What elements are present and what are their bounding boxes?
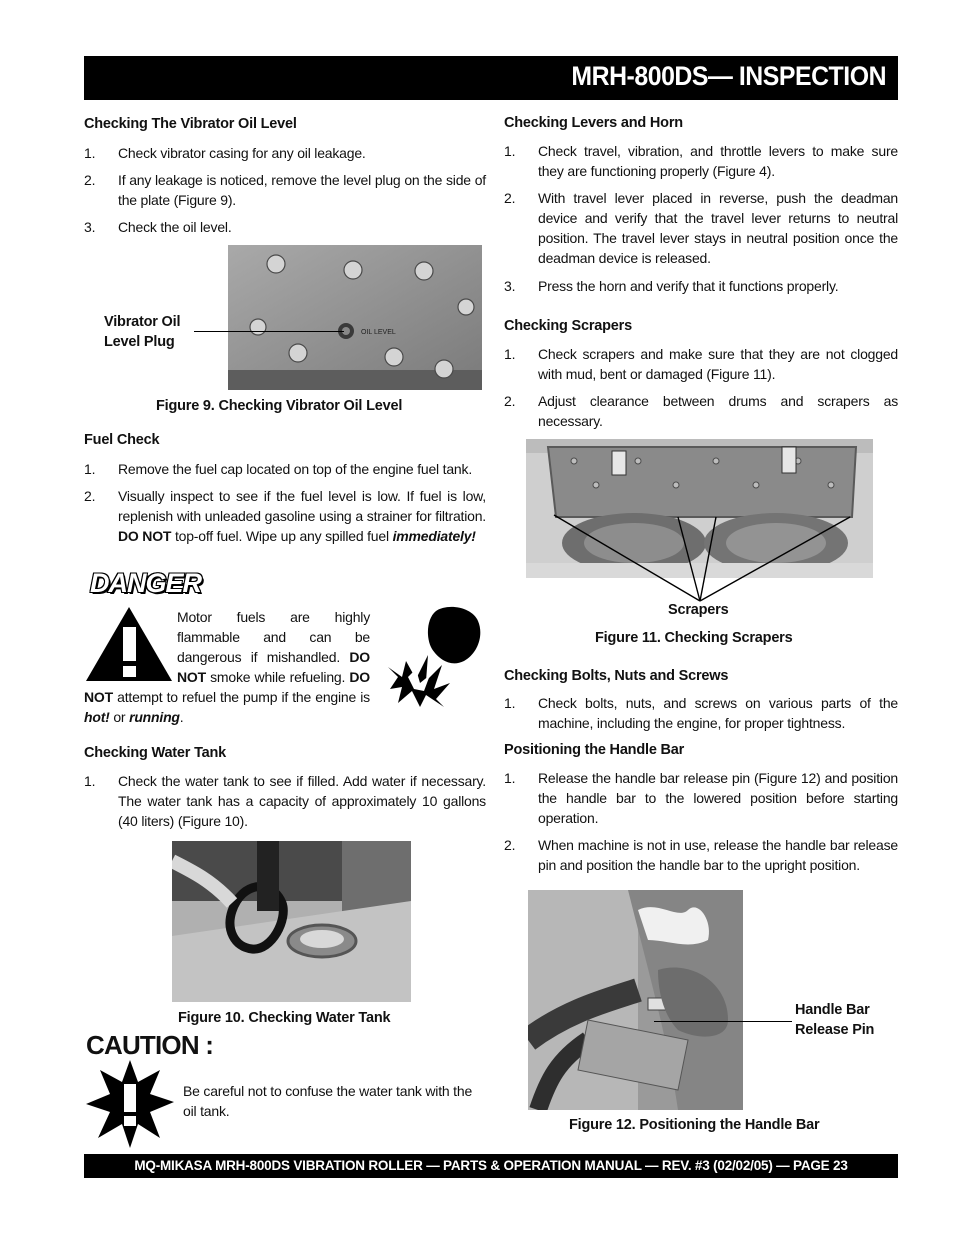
figure-10-photo [172,841,411,1002]
italic-run: immediately! [392,528,476,544]
page-footer: MQ-MIKASA MRH-800DS VIBRATION ROLLER — PARTS & OPERATION MANUAL — REV. #3 (02/02/05) — PAGE 23 [84,1154,898,1178]
text-run: smoke while refueling. [205,669,350,685]
water-step-1 [84,771,486,831]
callout-line: Handle Bar [795,1002,870,1018]
step-text: If any leakage is noticed, remove the level plug on the side of the plate (Figure 9). [118,172,486,208]
step-number: 1. [504,770,516,786]
text-wrap-spacer [84,607,177,687]
step-number: 3. [84,219,96,235]
step-text: Check scrapers and make sure that they are not clogged with mud, bent or damaged (Figure 11). [538,346,898,382]
water-tank-image [172,841,411,1002]
step-text: Check bolts, nuts, and screws on various parts of the machine, including the engine, for proper tightness. [538,695,898,731]
scrapers-step-1 [504,344,898,384]
step-number: 1. [504,695,516,711]
bolts-heading: Checking Bolts, Nuts and Screws [504,668,729,684]
step-text: Release the handle bar release pin (Figure 12) and position the handle bar to the lowered position before starting operation. [538,770,898,826]
handle-step-1 [504,768,898,828]
step-text: When machine is not in use, release the handle bar release pin and position the handle bar to the upright position. [538,837,898,873]
levers-heading: Checking Levers and Horn [504,115,683,131]
italic-run: hot! [84,709,110,725]
step-text: Check the water tank to see if filled. Add water if necessary. The water tank has a capacity of approximately 10 gallons (40 liters) (Figure 10). [118,773,486,829]
step-text: Remove the fuel cap located on top of the engine fuel tank. [118,461,473,477]
caution-label: CAUTION : [86,1030,214,1060]
callout-line: Vibrator Oil [104,314,181,330]
danger-text [84,607,370,727]
step-text: Check vibrator casing for any oil leakage. [118,145,366,161]
step-number: 1. [504,143,516,159]
text-run: or [109,709,130,725]
fuel-step-1 [84,459,486,479]
step-number: 2. [504,190,516,206]
scrapers-callout: Scrapers [668,602,729,618]
levers-step-3 [504,276,898,296]
figure-9-photo [228,245,482,390]
step-number: 3. [504,278,516,294]
fuel-step-2 [84,486,486,566]
handle-bar-image [528,890,743,1110]
bolts-step-1 [504,693,898,733]
vibrator-step-3 [84,217,486,237]
page-title: MRH-800DS— INSPECTION [571,61,886,91]
vibrator-callout [104,312,180,352]
bold-run: DO NOT [84,669,370,705]
text-run: attempt to refuel the pump if the engine is [112,689,370,705]
vibrator-step-2 [84,170,486,210]
page-header-bar [84,56,898,100]
handle-heading: Positioning the Handle Bar [504,742,685,758]
vibrator-step-1 [84,143,486,163]
step-number: 1. [504,346,516,362]
vibrator-heading: Checking The Vibrator Oil Level [84,116,297,132]
vibrator-plate-image [228,245,482,390]
figure-12-photo [528,890,743,1110]
danger-label: DANGER [90,568,202,598]
figure-11-caption: Figure 11. Checking Scrapers [595,630,793,646]
text-run: . [179,709,184,725]
vibrator-leader-line [194,331,344,332]
figure-12-caption: Figure 12. Positioning the Handle Bar [569,1117,820,1133]
callout-line: Level Plug [104,334,175,350]
handle-leader-line [654,1021,792,1022]
levers-step-1 [504,141,898,181]
figure-10-caption: Figure 10. Checking Water Tank [178,1010,391,1026]
step-text: Check travel, vibration, and throttle levers to make sure they are functioning properly (Figure 4). [538,143,898,179]
step-text: With travel lever placed in reverse, push the deadman device and verify that the travel lever returns to neutral position. The travel lever stays in neutral position once the deadman device is released. [538,190,898,266]
text-run: Motor fuels are highly flammable and can be dangerous if mishandled. [177,609,370,665]
caution-text: Be careful not to confuse the water tank with the oil tank. [183,1083,473,1119]
step-number: 1. [84,461,96,477]
step-number: 2. [504,837,516,853]
text-run: Visually inspect to see if the fuel level is low. If fuel is low, replenish with unleaded gasoline using a strainer for filtration. [118,488,486,524]
handle-callout [795,1000,874,1040]
step-number: 1. [84,145,96,161]
step-text: Press the horn and verify that it functions properly. [538,278,839,294]
step-number: 2. [84,172,96,188]
water-heading: Checking Water Tank [84,745,227,761]
figure-9-caption: Figure 9. Checking Vibrator Oil Level [156,398,403,414]
scrapers-heading: Checking Scrapers [504,318,632,334]
step-number: 2. [504,393,516,409]
caution-burst-icon [84,1058,176,1150]
step-text: Check the oil level. [118,219,232,235]
bold-run: DO NOT [177,649,370,685]
handle-step-2 [504,835,898,875]
italic-run: running [129,709,180,725]
callout-line: Release Pin [795,1022,875,1038]
fuel-heading: Fuel Check [84,432,160,448]
step-text: Adjust clearance between drums and scrapers as necessary. [538,393,898,429]
step-number: 1. [84,773,96,789]
step-text [118,486,486,546]
oil-level-plug-label: OIL LEVEL [361,329,396,336]
explosion-hazard-icon [386,603,482,709]
scrapers-step-2 [504,391,898,431]
bold-run: DO NOT [118,528,172,544]
levers-step-2 [504,188,898,268]
scrapers-leader-lines [526,439,873,609]
text-run: top-off fuel. Wipe up any spilled fuel [171,528,393,544]
step-number: 2. [84,488,96,504]
